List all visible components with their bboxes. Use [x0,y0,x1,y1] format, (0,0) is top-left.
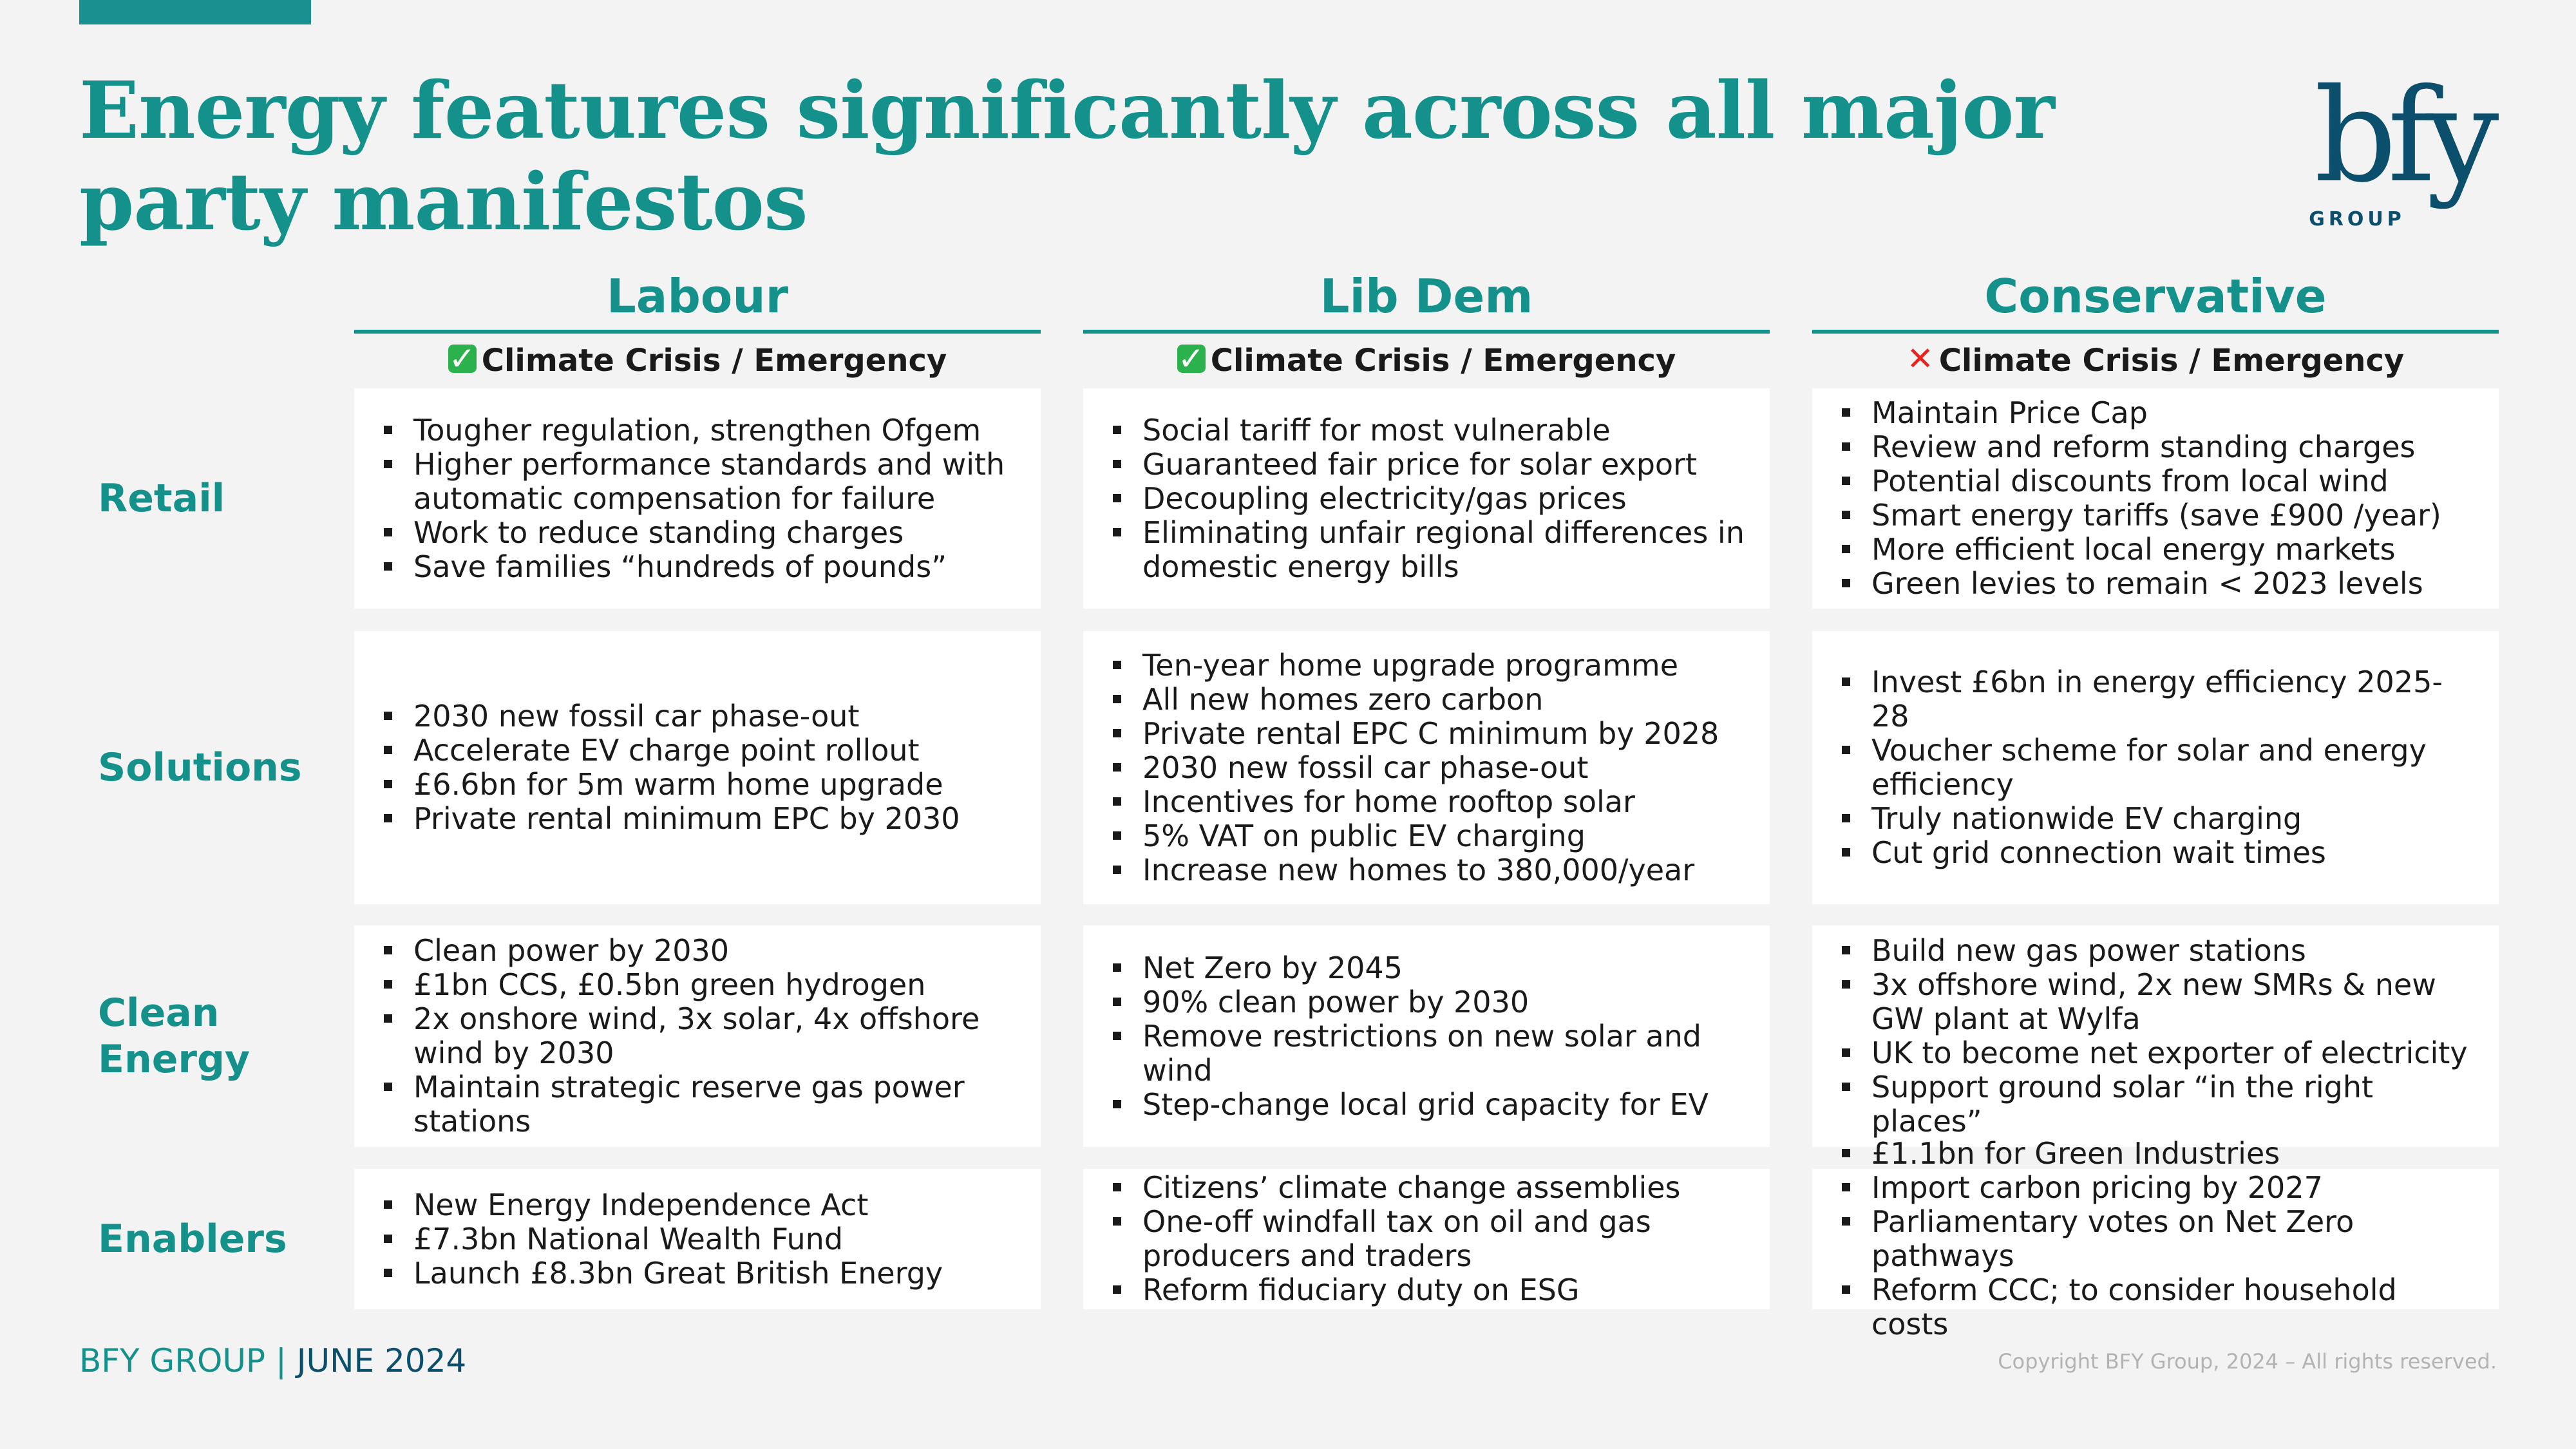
list-item: Launch £8.3bn Great British Energy [380,1256,1021,1291]
list-item: £7.3bn National Wealth Fund [380,1222,1021,1256]
checkmark-icon: ✓ [448,340,476,377]
cell-retail-conservative [1812,388,2499,609]
row-label-text: Solutions [98,745,302,790]
party-header-conservative: Conservative [1812,270,2499,334]
list-item: Green levies to remain < 2023 levels [1838,567,2479,601]
cell-solutions-labour [354,631,1041,904]
list-item: 5% VAT on public EV charging [1109,819,1750,853]
list-item: Support ground solar “in the right places” [1838,1070,2479,1139]
list-item: 2030 new fossil car phase-out [1109,751,1750,785]
cell-retail-lib-dem [1083,388,1770,609]
bullet-list [380,1188,1021,1291]
list-item: Truly nationwide EV charging [1838,802,2479,836]
list-item: Invest £6bn in energy efficiency 2025-28 [1838,665,2479,734]
climate-status-lib-dem [1083,338,1770,383]
list-item: Net Zero by 2045 [1109,951,1750,985]
list-item: Incentives for home rooftop solar [1109,785,1750,819]
cross-icon: ✕ [1906,340,1934,377]
accent-bar [79,0,311,24]
list-item: Build new gas power stations [1838,934,2479,968]
list-item: Parliamentary votes on Net Zero pathways [1838,1205,2479,1273]
list-item: 3x offshore wind, 2x new SMRs & new GW plant at Wylfa [1838,968,2479,1036]
bullet-list [1109,1171,1750,1307]
list-item: New Energy Independence Act [380,1188,1021,1222]
cell-enablers-labour [354,1169,1041,1309]
list-item: 2030 new fossil car phase-out [380,699,1021,734]
footer-copyright: Copyright BFY Group, 2024 – All rights reserved. [1998,1349,2497,1374]
list-item: £1bn CCS, £0.5bn green hydrogen [380,968,1021,1002]
list-item: All new homes zero carbon [1109,683,1750,717]
list-item: Increase new homes to 380,000/year [1109,853,1750,887]
climate-status-labour [354,338,1041,383]
bullet-list [1838,1137,2479,1341]
list-item: Accelerate EV charge point rollout [380,734,1021,768]
list-item: 2x onshore wind, 3x solar, 4x offshore wind by 2030 [380,1002,1021,1070]
footer-date: JUNE 2024 [296,1342,467,1379]
bullet-list [380,413,1021,584]
cell-clean-energy-conservative [1812,925,2499,1147]
list-item: UK to become net exporter of electricity [1838,1036,2479,1070]
page-title: Energy features significantly across all major party manifestos [79,64,2054,248]
party-header-lib-dem: Lib Dem [1083,270,1770,334]
cell-retail-labour [354,388,1041,609]
bullet-list [1109,413,1750,584]
footer-org: BFY GROUP [79,1342,266,1379]
list-item: Maintain Price Cap [1838,396,2479,430]
list-item: Private rental minimum EPC by 2030 [380,802,1021,836]
list-item: Voucher scheme for solar and energy efficiency [1838,734,2479,802]
climate-label: Climate Crisis / Emergency [1938,343,2405,379]
list-item: Decoupling electricity/gas prices [1109,482,1750,516]
bullet-list [1838,396,2479,601]
row-label-text: Enablers [98,1217,287,1262]
bullet-list [1838,934,2479,1139]
list-item: Import carbon pricing by 2027 [1838,1171,2479,1205]
cell-solutions-conservative [1812,631,2499,904]
bfy-group-logo [2299,71,2505,238]
list-item: Private rental EPC C minimum by 2028 [1109,717,1750,751]
list-item: Step-change local grid capacity for EV [1109,1088,1750,1122]
list-item: Review and reform standing charges [1838,430,2479,464]
row-label-clean-energy [98,925,330,1147]
row-label-retail [98,388,330,609]
row-label-text: Retail [98,476,225,521]
list-item: One-off windfall tax on oil and gas producers and traders [1109,1205,1750,1273]
list-item: 90% clean power by 2030 [1109,985,1750,1019]
list-item: Cut grid connection wait times [1838,836,2479,870]
climate-label: Climate Crisis / Emergency [481,343,947,379]
logo-subtitle: GROUP [2309,208,2405,231]
list-item: Reform fiduciary duty on ESG [1109,1273,1750,1307]
list-item: Higher performance standards and with automatic compensation for failure [380,448,1021,516]
cell-solutions-lib-dem [1083,631,1770,904]
row-label-text: Clean Energy [98,990,251,1082]
list-item: Smart energy tariffs (save £900 /year) [1838,498,2479,533]
list-item: £1.1bn for Green Industries [1838,1137,2479,1171]
list-item: Reform CCC; to consider household costs [1838,1273,2479,1341]
bullet-list [1109,951,1750,1122]
list-item: Citizens’ climate change assemblies [1109,1171,1750,1205]
list-item: Potential discounts from local wind [1838,464,2479,498]
checkmark-icon: ✓ [1177,340,1205,377]
list-item: Tougher regulation, strengthen Ofgem [380,413,1021,448]
list-item: £6.6bn for 5m warm home upgrade [380,768,1021,802]
list-item: Remove restrictions on new solar and wind [1109,1019,1750,1088]
list-item: Eliminating unfair regional differences in domestic energy bills [1109,516,1750,584]
logo-mark [2299,71,2505,238]
list-item: Clean power by 2030 [380,934,1021,968]
list-item: More efficient local energy markets [1838,533,2479,567]
list-item: Work to reduce standing charges [380,516,1021,550]
footer-separator: | [265,1342,297,1379]
cell-clean-energy-labour [354,925,1041,1147]
list-item: Guaranteed fair price for solar export [1109,448,1750,482]
list-item: Ten-year home upgrade programme [1109,649,1750,683]
list-item: Save families “hundreds of pounds” [380,550,1021,584]
cell-enablers-conservative [1812,1136,2499,1341]
climate-label: Climate Crisis / Emergency [1210,343,1676,379]
bullet-list [380,699,1021,836]
row-label-solutions [98,631,330,904]
party-header-labour: Labour [354,270,1041,334]
cell-clean-energy-lib-dem [1083,925,1770,1147]
footer-org-date [79,1338,466,1383]
cell-enablers-lib-dem [1083,1169,1770,1309]
logo-wordmark: bfy [2314,71,2490,211]
bullet-list [1109,649,1750,887]
climate-status-conservative [1812,338,2499,383]
list-item: Maintain strategic reserve gas power stations [380,1070,1021,1139]
bullet-list [1838,665,2479,870]
list-item: Social tariff for most vulnerable [1109,413,1750,448]
row-label-enablers [98,1169,330,1309]
bullet-list [380,934,1021,1139]
